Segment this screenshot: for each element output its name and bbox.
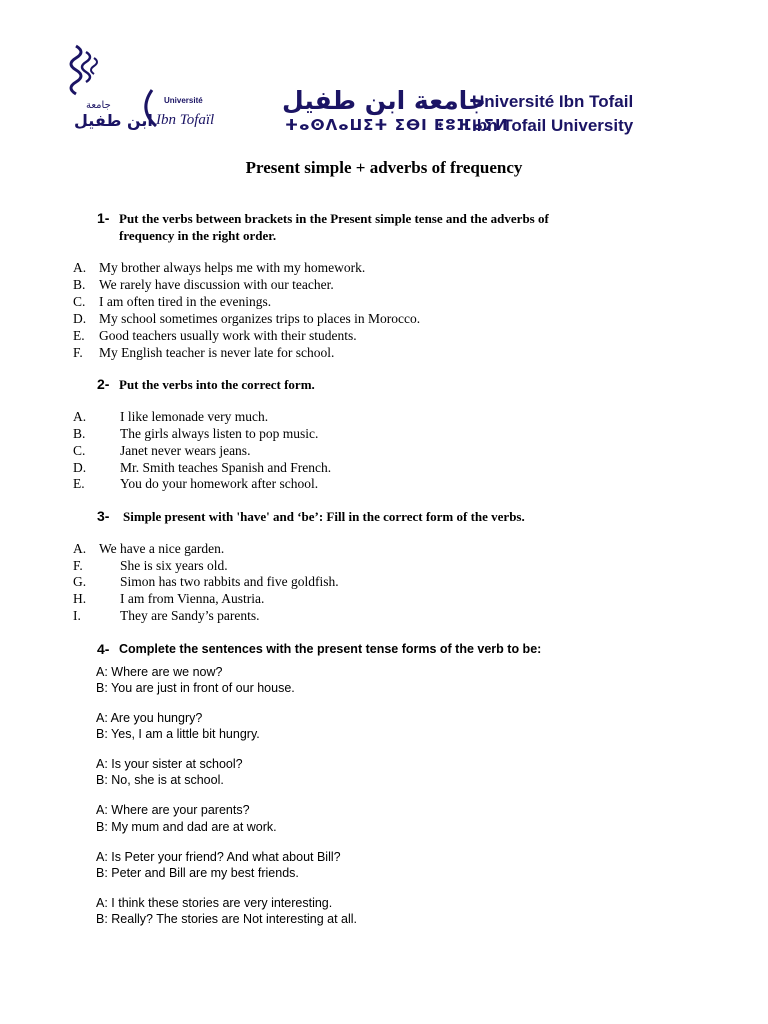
- section-number: 1-: [97, 210, 110, 226]
- tifinagh-university-name: ⵜⴰⵙⴷⴰⵡⵉⵜ ⵉⴱⵏ ⵟⵓⴼⴰⵢⵍ: [285, 116, 509, 134]
- dialogue-line: B: My mum and dad are at work.: [96, 820, 277, 834]
- dialogue-line: B: Really? The stories are Not interesting at all.: [96, 912, 358, 926]
- section-number: 2-: [97, 376, 110, 392]
- svg-text:ابن طفيل: ابن طفيل: [74, 111, 153, 130]
- dialogue-line: B: Yes, I am a little bit hungry.: [96, 727, 260, 741]
- dialogue-line: A: Is Peter your friend? And what about Bill?: [96, 850, 341, 864]
- svg-text:جامعة: جامعة: [86, 100, 111, 111]
- section-1-instruction: 1- Put the verbs between brackets in the Present simple tense and the adverbs of frequency in the right order.: [97, 210, 549, 243]
- section-number: 4-: [97, 641, 110, 657]
- university-header: [60, 40, 650, 136]
- university-logo-icon: [60, 40, 220, 136]
- svg-text:Ibn Tofaïl: Ibn Tofaïl: [156, 112, 215, 128]
- dialogue-line: B: No, she is at school.: [96, 773, 224, 787]
- section-4-instruction: 4- Complete the sentences with the present tense forms of the verb to be:: [97, 641, 542, 657]
- university-name-english: Ibn Tofail University: [472, 116, 634, 135]
- dialogue-line: A: I think these stories are very interesting.: [96, 896, 333, 910]
- dialogue-line: A: Is your sister at school?: [96, 757, 243, 771]
- section-number: 3-: [97, 508, 110, 524]
- section-3-instruction: 3- Simple present with 'have' and ‘be’: Fill in the correct form of the verbs.: [97, 508, 525, 524]
- dialogue-line: A: Where are we now?: [96, 665, 223, 679]
- dialogue-line: A: Where are your parents?: [96, 803, 250, 817]
- university-name-french: Université Ibn Tofail: [472, 92, 634, 111]
- arabic-university-name: جامعة ابن طفيل: [282, 86, 487, 115]
- svg-text:Université: Université: [164, 96, 203, 105]
- page-title: Present simple + adverbs of frequency: [245, 158, 523, 177]
- dialogue-line: A: Are you hungry?: [96, 711, 203, 725]
- dialogue-line: B: You are just in front of our house.: [96, 681, 295, 695]
- section-2-instruction: 2- Put the verbs into the correct form.: [97, 376, 315, 392]
- dialogue-line: B: Peter and Bill are my best friends.: [96, 866, 299, 880]
